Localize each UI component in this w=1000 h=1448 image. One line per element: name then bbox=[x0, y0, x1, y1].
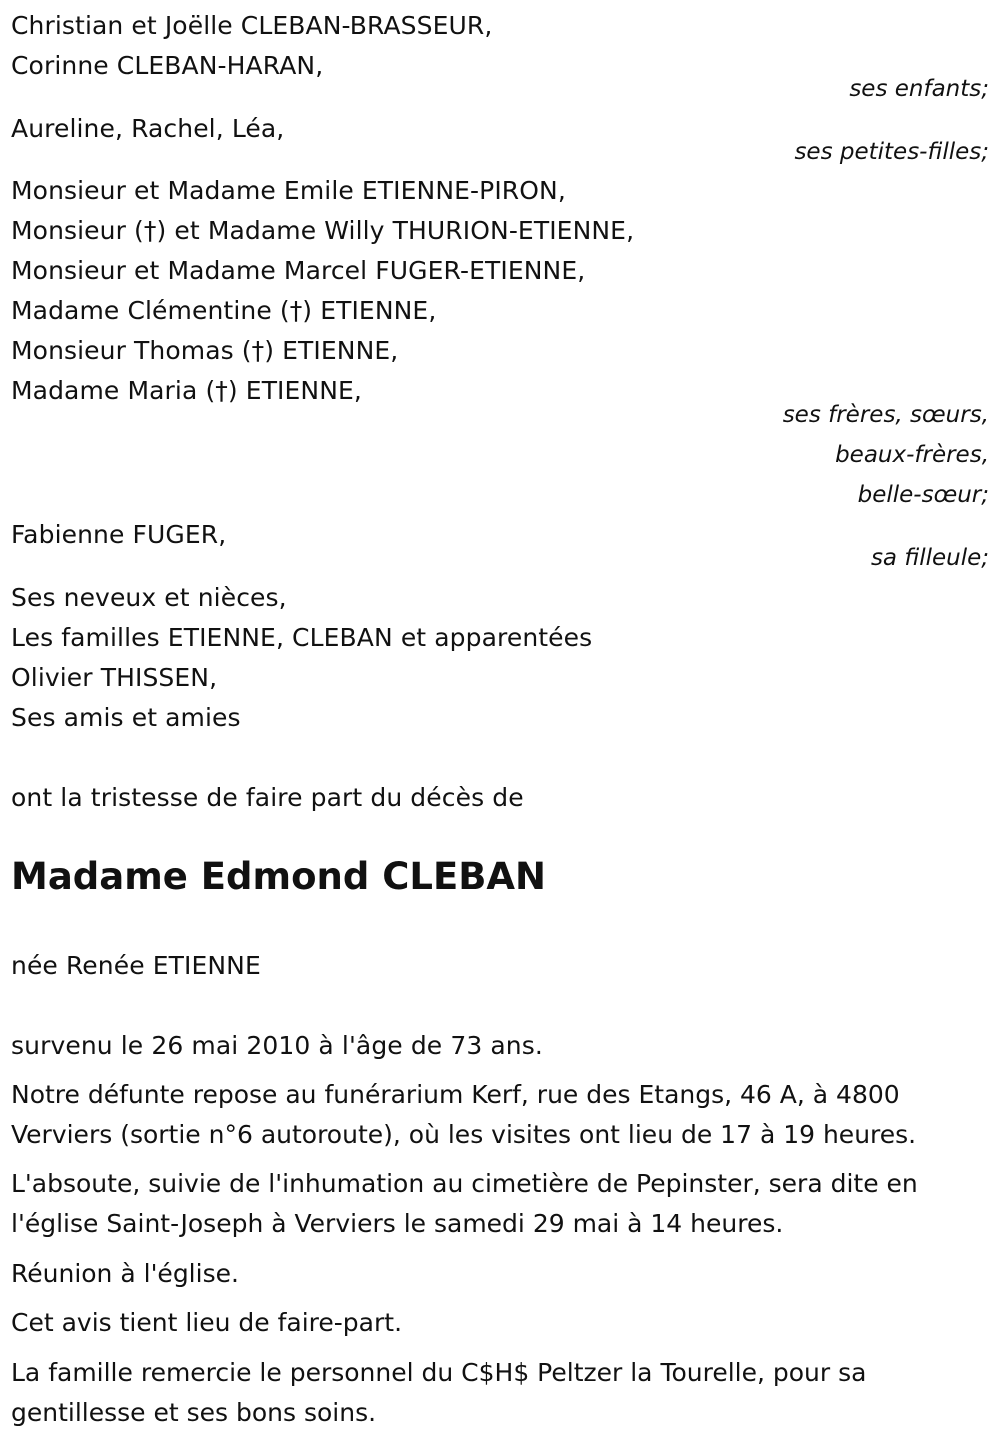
relation-label-siblings: ses frères, sœurs, bbox=[782, 402, 989, 428]
goddaughter-line: Fabienne FUGER, bbox=[11, 520, 227, 549]
death-info: survenu le 26 mai 2010 à l'âge de 73 ans. bbox=[11, 1031, 543, 1060]
sibling-line: Monsieur et Madame Marcel FUGER-ETIENNE, bbox=[11, 256, 586, 285]
child-line: Christian et Joëlle CLEBAN-BRASSEUR, bbox=[11, 11, 493, 40]
deceased-name: Madame Edmond CLEBAN bbox=[11, 855, 547, 898]
child-line: Corinne CLEBAN-HARAN, bbox=[11, 51, 324, 80]
grandchildren-line: Aureline, Rachel, Léa, bbox=[11, 114, 285, 143]
sibling-line: Monsieur et Madame Emile ETIENNE-PIRON, bbox=[11, 176, 566, 205]
relation-label-siblings: beaux-frères, bbox=[835, 442, 989, 468]
sibling-line: Madame Maria (†) ETIENNE, bbox=[11, 376, 362, 405]
maiden-name: née Renée ETIENNE bbox=[11, 951, 261, 980]
sibling-line: Monsieur (†) et Madame Willy THURION-ETIENNE, bbox=[11, 216, 635, 245]
announcement-text: ont la tristesse de faire part du décès de bbox=[11, 783, 524, 812]
relation-label-grandchildren: ses petites-filles; bbox=[794, 139, 989, 165]
thanks-paragraph: La famille remercie le personnel du C$H$ Peltzer la Tourelle, pour sa gentillesse et ses bons soins. bbox=[11, 1358, 867, 1427]
other-mourners-line: Ses neveux et nièces, bbox=[11, 583, 287, 612]
relation-label-goddaughter: sa filleule; bbox=[870, 545, 989, 571]
relation-label-children: ses enfants; bbox=[849, 76, 989, 102]
notice-paragraph: Cet avis tient lieu de faire-part. bbox=[11, 1308, 403, 1337]
meeting-paragraph: Réunion à l'église. bbox=[11, 1259, 239, 1288]
visitation-paragraph: Notre défunte repose au funérarium Kerf, rue des Etangs, 46 A, à 4800 Verviers (sortie n°6 autoroute), où les visites ont lieu de 17 à 19 heures. bbox=[11, 1080, 917, 1149]
other-mourners-line: Ses amis et amies bbox=[11, 703, 241, 732]
funeral-paragraph: L'absoute, suivie de l'inhumation au cimetière de Pepinster, sera dite en l'église Saint-Joseph à Verviers le samedi 29 mai à 14 heures. bbox=[11, 1169, 918, 1238]
other-mourners-line: Olivier THISSEN, bbox=[11, 663, 218, 692]
sibling-line: Madame Clémentine (†) ETIENNE, bbox=[11, 296, 437, 325]
relation-label-siblings: belle-sœur; bbox=[857, 482, 989, 508]
sibling-line: Monsieur Thomas (†) ETIENNE, bbox=[11, 336, 399, 365]
other-mourners-line: Les familles ETIENNE, CLEBAN et apparentées bbox=[11, 623, 593, 652]
